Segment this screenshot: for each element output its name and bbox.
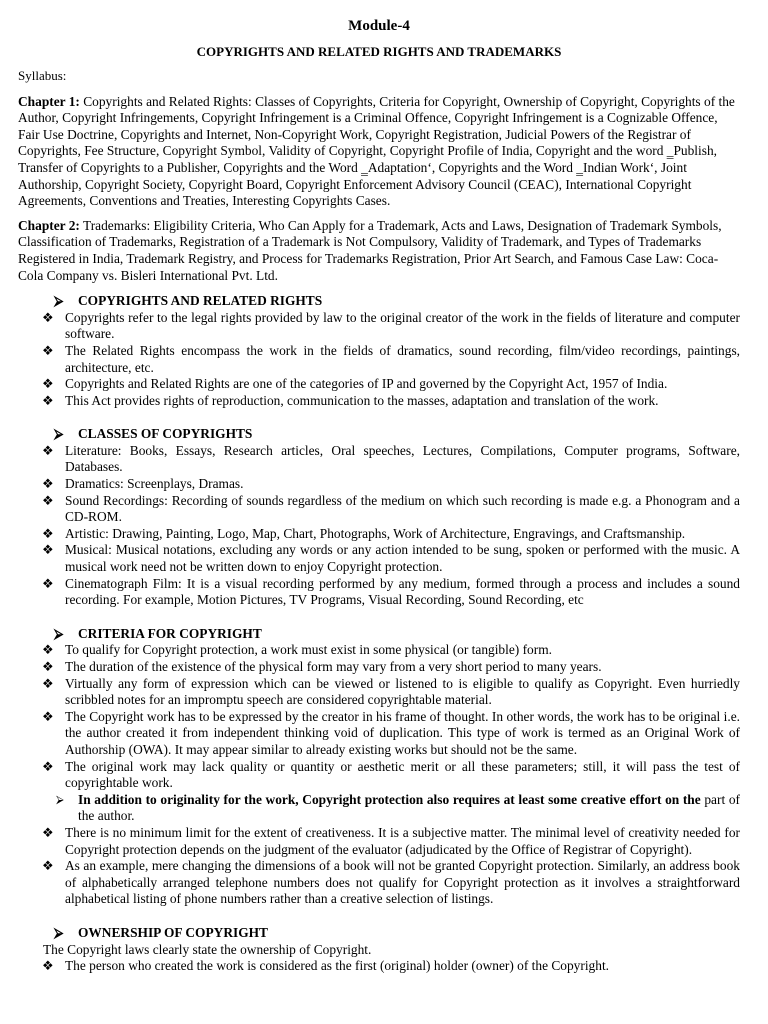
ownership-intro: The Copyright laws clearly state the ownership of Copyright. — [43, 941, 372, 957]
diamond-bullet-icon: ❖ — [42, 476, 54, 492]
section-copyrights — [18, 293, 740, 409]
chapter-2-paragraph — [18, 218, 740, 284]
diamond-bullet-icon: ❖ — [42, 708, 54, 724]
diamond-bullet-icon: ❖ — [42, 525, 54, 541]
diamond-bullet-icon: ❖ — [42, 958, 54, 974]
arrow-icon: ⮚ — [54, 293, 64, 309]
diamond-bullet-icon: ❖ — [42, 758, 54, 774]
diamond-bullet-icon: ❖ — [42, 376, 54, 392]
list-item: ❖ The duration of the existence of the physical form may vary from a very short period to many years. — [42, 659, 602, 674]
section-heading: ⮚ COPYRIGHTS AND RELATED RIGHTS — [54, 293, 323, 309]
diamond-bullet-icon: ❖ — [42, 858, 54, 874]
list-item: ❖ The Related Rights encompass the work in the fields of dramatics, sound recording, film/video recordings, paintings, architecture, etc. — [42, 342, 740, 375]
list-item: ❖ Dramatics: Screenplays, Dramas. — [42, 476, 244, 492]
diamond-bullet-icon: ❖ — [42, 309, 54, 325]
section-heading: ⮚ OWNERSHIP OF COPYRIGHT — [54, 924, 268, 940]
section-heading: ⮚ CRITERIA FOR COPYRIGHT — [54, 625, 262, 641]
diamond-bullet-icon: ❖ — [42, 575, 54, 591]
list-item: ❖ This Act provides rights of reproduction, communication to the masses, adaptation and translation of the work. — [42, 392, 659, 408]
diamond-bullet-icon: ❖ — [42, 659, 54, 674]
list-item: ❖ There is no minimum limit for the extent of creativeness. It is a subjective matter. The minimal level of creativity needed for Copyright protection depends on the judgment of the evaluator (adjudicated by the Office of Registrar of Copyright). — [42, 824, 740, 857]
sub-point: ⮚ In addition to originality for the work, Copyright protection also requires at least some creative effort on the part of the author. — [56, 791, 740, 824]
list-item: ❖ Literature: Books, Essays, Research articles, Oral speeches, Lectures, Compilations, Computer programs, Software, Databases. — [42, 442, 740, 475]
diamond-bullet-icon: ❖ — [42, 824, 54, 840]
arrow-icon: ⮚ — [54, 426, 64, 442]
section-heading: ⮚ CLASSES OF COPYRIGHTS — [54, 426, 253, 442]
page-subtitle: COPYRIGHTS AND RELATED RIGHTS AND TRADEMARKS — [196, 44, 562, 59]
arrow-icon: ⮚ — [54, 625, 64, 641]
list-item: ❖ As an example, mere changing the dimensions of a book will not be granted Copyright protection. Similarly, an address book of alphabetically arranged telephone numbers does not qualify for Copyright protection as it involves a straightforward alphabetical listing of phone numbers rather than a creative selection of listings. — [42, 858, 740, 907]
list-item: ❖ The person who created the work is considered as the first (original) holder (owner) of the Copyright. — [42, 958, 610, 974]
diamond-bullet-icon: ❖ — [42, 542, 54, 558]
page-title: Module-4 — [348, 18, 410, 34]
list-item: ❖ Artistic: Drawing, Painting, Logo, Map, Chart, Photographs, Work of Architecture, Engravings, and Craftsmanship. — [42, 525, 686, 541]
chapter-1-label: Chapter 1: — [18, 93, 80, 109]
list-item: ❖ Copyrights refer to the legal rights provided by law to the original creator of the work in the fields of literature and computer software. — [42, 309, 740, 342]
diamond-bullet-icon: ❖ — [42, 492, 54, 508]
chapter-1-paragraph — [18, 94, 740, 210]
list-item: ❖ Sound Recordings: Recording of sounds regardless of the medium on which such recording is made e.g. a Phonogram and a CD-ROM. — [42, 492, 740, 525]
list-item: ❖ Musical: Musical notations, excluding any words or any action intended to be sung, spoken or performed with the music. A musical work need not be written down to enjoy Copyright protection. — [42, 542, 740, 575]
chapter-2-text: Trademarks: Eligibility Criteria, Who Can Apply for a Trademark, Acts and Laws, Designation of Trademark Symbols, Classification of Trademarks, Registration of a Trademark is Not Compulsory, Validity of Trademark, and Types of Trademarks Registered in India, Trademark Registry, and Process for Trademarks Registration, Prior Art Search, and Famous Case Law: Coca-Cola Company vs. Bisleri International Pvt. Ltd. — [18, 217, 722, 283]
section-criteria — [18, 626, 740, 908]
document-page — [18, 0, 740, 975]
syllabus-label: Syllabus: — [18, 68, 67, 83]
list-item: ❖ The Copyright work has to be expressed by the creator in his frame of thought. In other words, the work has to be original i.e. the author created it from independent thinking void of duplication. This type of work is termed as an Original Work of Authorship (OWA). It may appear similar to already existing works but should not be the same. — [42, 708, 740, 757]
diamond-bullet-icon: ❖ — [42, 392, 54, 408]
diamond-bullet-icon: ❖ — [42, 342, 54, 358]
chapter-1-text: Copyrights and Related Rights: Classes of Copyrights, Criteria for Copyright, Ownership of Copyright, Copyrights of the Author, Copyright Infringements, Copyright Infringement is a Criminal Offence, Copyright Infringement is a Cognizable Offence, Fair Use Doctrine, Copyrights and Internet, Non-Copyright Work, Copyright Registration, Judicial Powers of the Registrar of Copyrights, Fee Structure, Copyright Symbol, Validity of Copyright, Copyright Profile of India, Copyright and the word ‗Publish, Transfer of Copyrights to a Publisher, Copyrights and the Word ‗Adaptation‘, Copyrights and the Word ‗Indian Work‘, Joint Authorship, Copyright Society, Copyright Board, Copyright Enforcement Advisory Council (CEAC), International Copyright Agreements, Conventions and Treaties, Interesting Copyrights Cases. — [18, 93, 735, 209]
list-item: ❖ Virtually any form of expression which can be viewed or listened to is eligible to qualify as Copyright. Even hurriedly scribbled notes for an impromptu speech are considered copyrightable material. — [42, 675, 740, 708]
diamond-bullet-icon: ❖ — [42, 642, 54, 658]
section-ownership — [18, 925, 740, 975]
list-item: ❖ Copyrights and Related Rights are one of the categories of IP and governed by the Copyright Act, 1957 of India. — [42, 376, 668, 392]
section-classes — [18, 426, 740, 609]
list-item: ❖ The original work may lack quality or quantity or aesthetic merit or all these parameters; still, it will pass the test of copyrightable work. — [42, 758, 740, 791]
chapter-2-label: Chapter 2: — [18, 217, 80, 233]
diamond-bullet-icon: ❖ — [42, 675, 54, 691]
list-item: ❖ To qualify for Copyright protection, a work must exist in some physical (or tangible) form. — [42, 642, 552, 658]
diamond-bullet-icon: ❖ — [42, 442, 54, 458]
list-item: ❖ Cinematograph Film: It is a visual recording performed by any medium, formed through a process and includes a sound recording. For example, Motion Pictures, TV Programs, Visual Recording, Sound Recording, etc — [42, 575, 740, 608]
arrow-icon: ⮚ — [54, 924, 64, 940]
arrow-icon: ⮚ — [56, 793, 64, 806]
